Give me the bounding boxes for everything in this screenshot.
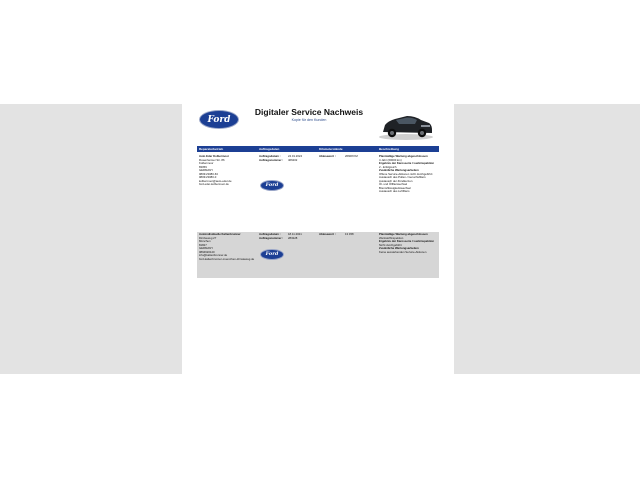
table-row (197, 154, 439, 230)
order-number-label: Auftragsnummer : (259, 235, 284, 240)
description-line: Austausch der Zündkerzen (379, 178, 413, 183)
order-date: 24.01.2024 (288, 154, 302, 158)
column-header: Kilometerstände (319, 147, 343, 151)
workshop-line: 08031/3080-63 (199, 171, 218, 176)
description-line: Öl- und Ölfilterwechsel (379, 182, 408, 186)
description-line: Austausch des Luftfilters (379, 189, 410, 193)
workshop-line: 81827 (199, 242, 207, 247)
workshop-line: Kolbermoor (199, 161, 214, 165)
description-line: Werkstoffinspektion (379, 235, 404, 240)
workshop-line: Dirnbeweg 27 (199, 235, 217, 240)
order-number: 283228 (288, 235, 298, 240)
ford-logo-icon: Ford (261, 181, 283, 190)
document-page (182, 104, 454, 374)
description-line: Planmäßige Wartung abgeschlossen (379, 232, 428, 236)
order-number-label: Auftragsnummer : (259, 157, 284, 162)
description-line: Austausch des Pollen-/ Geruchsfilters (379, 175, 426, 179)
description-line: Zusätzliche Wartungsarbeiten (379, 168, 419, 172)
workshop-cell (197, 154, 257, 230)
order-cell (257, 154, 317, 230)
order-date: 18.11.2021 (288, 232, 302, 236)
description-line: Keine ausstehenden Service-Aktionen (379, 249, 427, 254)
description-line: Offene Service-Aktionen nicht durchgeführt (379, 171, 433, 176)
workshop-line: ford.eder-kolbermoor.de (199, 182, 229, 186)
order-cell (257, 232, 317, 278)
workshop-line: GERMANY (199, 168, 214, 172)
workshop-line: Rosenheimer Str. 86 (199, 157, 225, 162)
workshop-line: kolbermoor@auto-eder.de (199, 178, 232, 183)
column-header: Beschreibung (379, 147, 400, 151)
column-header: Auftragsdaten (259, 147, 280, 151)
workshop-line: 0894620120 (199, 249, 215, 254)
document-subtitle: Kopie für den Kunden (291, 118, 327, 122)
workshop-name: Autoindividuelle Kaltenbrunner (199, 232, 241, 236)
mileage-label: Ablesewert : (319, 154, 336, 158)
workshop-line: 83059 (199, 164, 207, 169)
mileage-value: 13 458 (345, 232, 354, 236)
description-cell (377, 154, 439, 230)
car-image-icon (377, 109, 435, 141)
description-line: Ergebnis der Karosserie / Lackinspektion (379, 161, 435, 165)
description-line: Zusätzliche Wartungsarbeiten (379, 246, 419, 250)
mileage-cell (317, 154, 377, 230)
order-date-label: Auftragsdatum : (259, 232, 281, 236)
workshop-line: ford-kaltenbrunner-muenchen-dirnsteweg.de (199, 256, 255, 261)
column-header: Reparaturbetrieb (199, 147, 224, 151)
order-number: 466202 (288, 157, 298, 162)
ford-logo-icon: Ford (200, 111, 238, 128)
table-row (197, 232, 439, 278)
description-line: Nicht durchgeführt (379, 242, 402, 247)
description-line: 4 Jahr (60000 km) (379, 157, 402, 162)
workshop-name: Auto Eder Kolbermoor (199, 154, 229, 158)
mileage-cell (317, 232, 377, 278)
table-header (197, 146, 439, 152)
description-cell (377, 232, 439, 278)
description-line: 2 - Erfolgreich (379, 164, 397, 169)
document-title: Digitaler Service Nachweis (254, 107, 364, 117)
workshop-cell (197, 232, 257, 278)
workshop-line: 08031/3080-0 (199, 175, 217, 179)
description-line: Ergebnis der Karosserie / Lackinspektion (379, 239, 435, 243)
description-line: Bremsflüssigkeitswechsel (379, 185, 411, 190)
document-header (182, 104, 454, 144)
workshop-line: info@kaltenbrunner.de (199, 253, 228, 257)
mileage-label: Ablesewert : (319, 232, 336, 236)
order-date-label: Auftragsdatum : (259, 154, 281, 158)
workshop-line: München (199, 239, 211, 243)
description-line: Planmäßige Wartung abgeschlossen (379, 154, 428, 158)
ford-logo-icon: Ford (261, 250, 283, 259)
mileage-value: 26608 KM (345, 154, 358, 158)
workshop-line: GERMANY (199, 246, 214, 250)
